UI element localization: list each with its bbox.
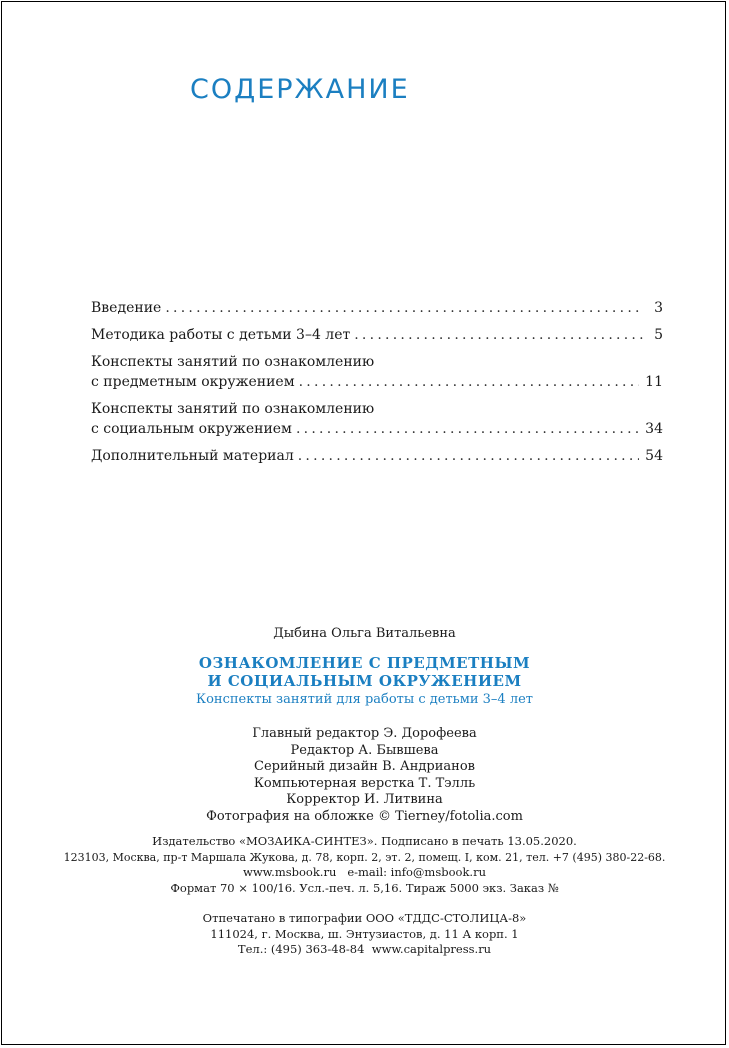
toc-label: Конспекты занятий по ознакомлению — [91, 401, 375, 417]
toc-page-number: 3 — [654, 300, 663, 316]
toc-leader-dots — [165, 298, 643, 318]
book-title-line: ОЗНАКОМЛЕНИЕ С ПРЕДМЕТНЫМ — [198, 654, 531, 672]
editorial-credits — [2, 726, 727, 825]
publisher-info — [2, 834, 727, 896]
toc-leader-dots — [296, 419, 639, 439]
toc-entry-additional-material[interactable] — [91, 446, 663, 466]
toc-label: Методика работы с детьми 3–4 лет — [91, 327, 351, 343]
toc-label: с предметным окружением — [91, 374, 295, 390]
toc-line — [91, 298, 663, 318]
toc-leader-dots — [354, 325, 643, 345]
credit-line: Серийный дизайн В. Андрианов — [254, 759, 475, 774]
toc-label: Введение — [91, 300, 162, 316]
printer-address: 111024, г. Москва, ш. Энтузиастов, д. 11 А корп. 1 — [210, 926, 519, 941]
credit-line: Фотография на обложке © Tierney/fotolia.com — [206, 808, 523, 824]
book-page — [1, 1, 726, 1045]
publisher-contacts: www.msbook.ru e-mail: info@msbook.ru — [243, 865, 486, 879]
credit-line: Корректор И. Литвина — [286, 792, 443, 807]
printer-line: Отпечатано в типографии ООО «ТДДС-СТОЛИЦА-8» — [202, 911, 527, 925]
credit-line: Редактор А. Бывшева — [290, 742, 439, 758]
toc-line — [91, 325, 663, 345]
contents-heading: СОДЕРЖАНИЕ — [190, 74, 410, 105]
print-specs: Формат 70 × 100/16. Усл.-печ. л. 5,16. Тираж 5000 экз. Заказ № — [170, 880, 559, 895]
publisher-address: 123103, Москва, пр-т Маршала Жукова, д. 78, корп. 2, эт. 2, помещ. I, ком. 21, тел. +7 (495) 380-22-68. — [63, 850, 666, 864]
toc-line — [91, 372, 663, 392]
toc-entry-introduction[interactable] — [91, 298, 663, 318]
book-title — [2, 654, 727, 690]
book-subtitle: Конспекты занятий для работы с детьми 3–4 лет — [196, 692, 533, 707]
toc-page-number: 54 — [645, 448, 663, 464]
printer-contacts: Тел.: (495) 363-48-84 www.capitalpress.ru — [237, 942, 492, 956]
credit-line: Главный редактор Э. Дорофеева — [252, 726, 477, 741]
toc-page-number: 11 — [645, 374, 663, 390]
book-title-line: И СОЦИАЛЬНЫМ ОКРУЖЕНИЕМ — [207, 672, 522, 690]
toc-label: с социальным окружением — [91, 421, 292, 437]
toc-leader-dots — [298, 446, 639, 466]
toc-label: Дополнительный материал — [91, 448, 294, 464]
toc-page-number: 5 — [654, 327, 663, 343]
author-name: Дыбина Ольга Витальевна — [273, 626, 456, 641]
toc-page-number: 34 — [645, 421, 663, 437]
toc-entry-social-environment[interactable] — [91, 399, 663, 439]
toc-line — [91, 446, 663, 466]
toc-line — [91, 419, 663, 439]
toc-entry-methodology[interactable] — [91, 325, 663, 345]
toc-leader-dots — [299, 372, 640, 392]
printer-info — [2, 911, 727, 958]
toc-entry-object-environment[interactable] — [91, 352, 663, 392]
publisher-line: Издательство «МОЗАИКА-СИНТЕЗ». Подписано в печать 13.05.2020. — [152, 834, 577, 848]
credit-line: Компьютерная верстка Т. Тэлль — [253, 775, 476, 791]
toc-label: Конспекты занятий по ознакомлению — [91, 354, 375, 370]
